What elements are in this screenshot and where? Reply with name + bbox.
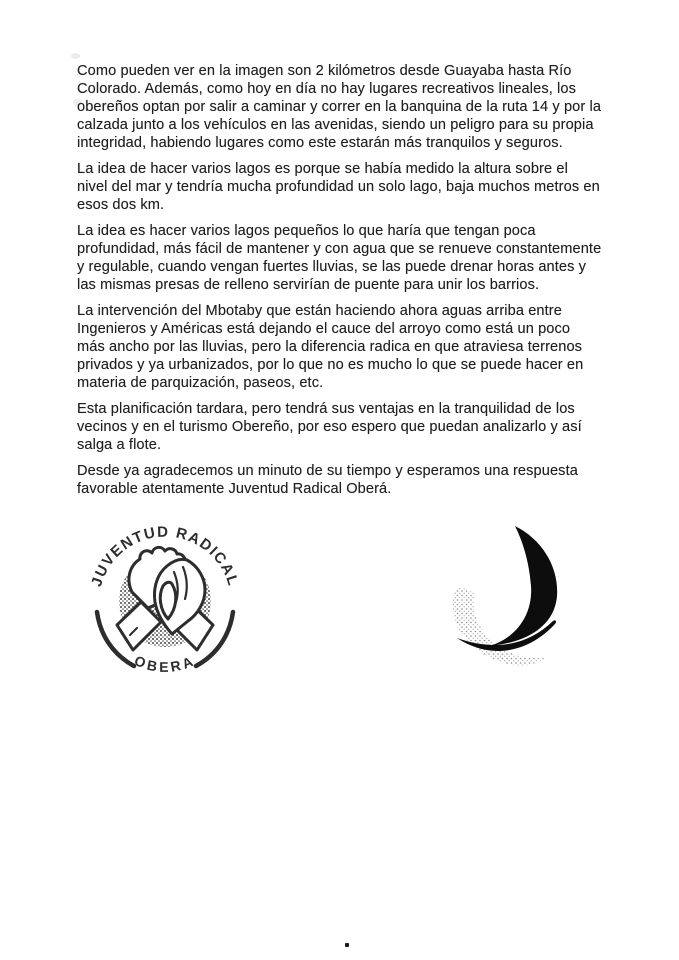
text-line: Como pueden ver en la imagen son 2 kilómetros desde Guayaba hasta Río bbox=[77, 63, 572, 79]
text-line: y regulable, cuando vengan fuertes lluvias, se las puede drenar horas antes y bbox=[77, 259, 587, 275]
paragraph bbox=[77, 222, 622, 294]
text-line: Colorado. Además, como hoy en día no hay lugares recreativos lineales, los bbox=[77, 81, 576, 97]
stamp-top-arc-text: JUVENTUD RADICAL bbox=[88, 523, 242, 589]
scan-speck bbox=[71, 53, 80, 59]
paragraph bbox=[77, 400, 622, 454]
text-line: integridad, habiendo lugares como este estarán más tranquilos y seguros. bbox=[77, 135, 563, 151]
crescent-moon-icon bbox=[443, 518, 578, 673]
text-line: La idea de hacer varios lagos es porque se había medido la altura sobre el bbox=[77, 161, 568, 177]
text-line: Desde ya agradecemos un minuto de su tiempo y esperamos una respuesta bbox=[77, 463, 578, 479]
text-line: más ancho por las lluvias, pero la diferencia radica en que atraviesa terrenos bbox=[77, 339, 583, 355]
text-line: vecinos y en el turismo Obereño, por eso espero que puedan analizarlo y así bbox=[77, 419, 582, 435]
text-line: nivel del mar y tendría mucha profundidad un solo lago, baja muchos metros en bbox=[77, 179, 600, 195]
paragraph bbox=[77, 302, 622, 392]
text-line: obereños optan por salir a caminar y correr en la banquina de la ruta 14 y por la bbox=[77, 99, 602, 115]
paragraph bbox=[77, 462, 622, 498]
ink-smudge-dot bbox=[345, 943, 349, 947]
paragraph bbox=[77, 62, 622, 152]
text-line: privados y ya urbanizados, por lo que no es mucho lo que se puede hacer en bbox=[77, 357, 584, 373]
text-line: Esta planificación tardara, pero tendrá sus ventajas en la tranquilidad de los bbox=[77, 401, 575, 417]
juventud-radical-obera-stamp bbox=[84, 522, 246, 684]
letter-body bbox=[77, 62, 622, 506]
stamp-bottom-arc-text-holder bbox=[132, 652, 198, 675]
text-line: salga a flote. bbox=[77, 437, 162, 453]
paragraph bbox=[77, 160, 622, 214]
text-line: calzada junto a los vehículos en las avenidas, siendo un peligro para su propia bbox=[77, 117, 594, 133]
text-line: La idea es hacer varios lagos pequeños lo que haría que tengan poca bbox=[77, 223, 536, 239]
stamp-bottom-arc-text: OBERA bbox=[132, 652, 198, 675]
text-line: Ingenieros y Américas está dejando el cauce del arroyo como está un poco bbox=[77, 321, 571, 337]
text-line: las mismas presas de relleno servirían de puente para unir los barrios. bbox=[77, 277, 540, 293]
text-line: La intervención del Mbotaby que están haciendo ahora aguas arriba entre bbox=[77, 303, 562, 319]
text-line: profundidad, más fácil de mantener y con agua que se renueve constantemente bbox=[77, 241, 602, 257]
text-line: esos dos km. bbox=[77, 197, 165, 213]
text-line: favorable atentamente Juventud Radical Oberá. bbox=[77, 481, 392, 497]
clasped-hands-icon bbox=[117, 547, 213, 650]
text-line: materia de parquización, paseos, etc. bbox=[77, 375, 324, 391]
